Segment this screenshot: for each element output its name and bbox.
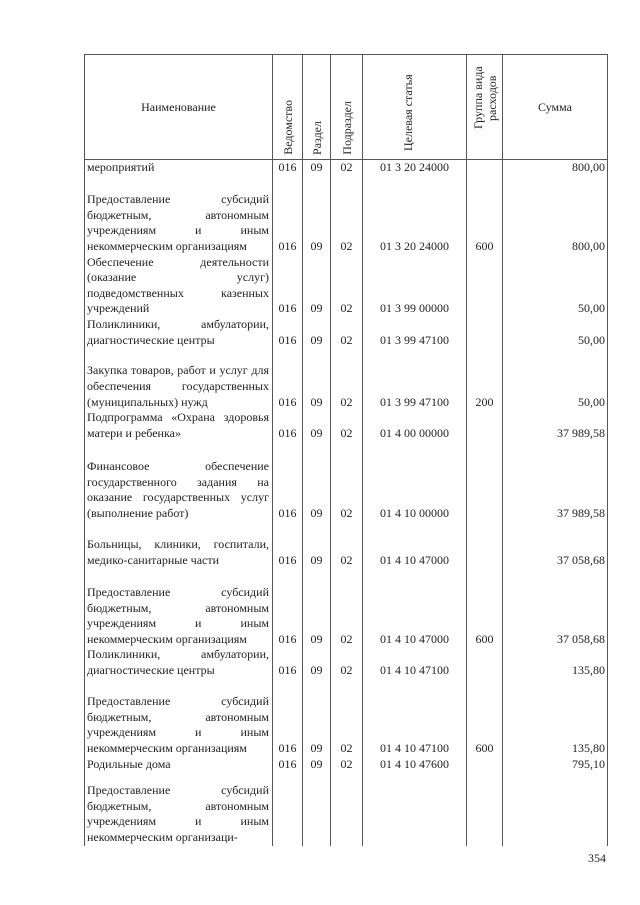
row-target-code: 01 3 99 47100 bbox=[363, 317, 467, 348]
row-ministry-code: 016 bbox=[273, 317, 303, 348]
row-section-code: 09 bbox=[303, 647, 331, 678]
row-name: Предоставление субсидий бюджетным, автономным учреждениям и иным некоммерческим организациям bbox=[85, 568, 273, 647]
row-section-code: 09 bbox=[303, 160, 331, 176]
table-header-row bbox=[85, 55, 608, 160]
row-expense-group bbox=[467, 757, 503, 773]
row-subsection-code: 02 bbox=[331, 410, 363, 441]
row-name: мероприятий bbox=[85, 160, 273, 176]
row-section-code: 09 bbox=[303, 521, 331, 568]
table-row bbox=[85, 410, 608, 441]
row-name: Родильные дома bbox=[85, 757, 273, 773]
col-header-name: Наименование bbox=[85, 55, 273, 160]
col-header-ministry: Ведомство bbox=[273, 55, 303, 160]
table-row bbox=[85, 647, 608, 678]
row-sum: 37 058,68 bbox=[503, 568, 608, 647]
row-section-code: 09 bbox=[303, 410, 331, 441]
row-name: Обеспечение деятельности (оказание услуг) подведомственных казенных учреждений bbox=[85, 255, 273, 317]
row-target-code: 01 4 10 47600 bbox=[363, 757, 467, 773]
row-sum: 795,10 bbox=[503, 757, 608, 773]
row-target-code: 01 3 20 24000 bbox=[363, 176, 467, 255]
row-sum: 800,00 bbox=[503, 176, 608, 255]
col-header-sum: Сумма bbox=[503, 55, 608, 160]
row-expense-group: 600 bbox=[467, 568, 503, 647]
row-name: Закупка товаров, работ и услуг для обеспечения государственных (муниципальных) нужд bbox=[85, 348, 273, 410]
row-target-code: 01 3 20 24000 bbox=[363, 160, 467, 176]
row-target-code: 01 4 10 47100 bbox=[363, 679, 467, 757]
table-row bbox=[85, 679, 608, 757]
row-section-code: 09 bbox=[303, 757, 331, 773]
row-expense-group bbox=[467, 521, 503, 568]
row-name: Предоставление субсидий бюджетным, автономным учреждениям и иным некоммерческим организациям bbox=[85, 679, 273, 757]
table-row bbox=[85, 568, 608, 647]
row-sum: 135,80 bbox=[503, 647, 608, 678]
row-expense-group bbox=[467, 160, 503, 176]
row-ministry-code: 016 bbox=[273, 255, 303, 317]
row-ministry-code: 016 bbox=[273, 647, 303, 678]
row-ministry-code: 016 bbox=[273, 679, 303, 757]
row-subsection-code: 02 bbox=[331, 757, 363, 773]
row-section-code bbox=[303, 773, 331, 846]
row-name: Больницы, клиники, госпитали, медико-санитарные части bbox=[85, 521, 273, 568]
row-subsection-code: 02 bbox=[331, 521, 363, 568]
row-expense-group bbox=[467, 410, 503, 441]
row-section-code: 09 bbox=[303, 348, 331, 410]
row-ministry-code: 016 bbox=[273, 441, 303, 521]
row-ministry-code: 016 bbox=[273, 348, 303, 410]
row-sum: 50,00 bbox=[503, 348, 608, 410]
row-name: Подпрограмма «Охрана здоровья матери и ребенка» bbox=[85, 410, 273, 441]
row-name: Финансовое обеспечение государственного задания на оказание государственных услуг (выполнение работ) bbox=[85, 441, 273, 521]
row-ministry-code: 016 bbox=[273, 176, 303, 255]
row-name: Предоставление субсидий бюджетным, автономным учреждениям и иным некоммерческим организаци- bbox=[85, 773, 273, 846]
budget-table bbox=[84, 54, 608, 846]
row-expense-group bbox=[467, 647, 503, 678]
table-row bbox=[85, 348, 608, 410]
row-sum bbox=[503, 773, 608, 846]
row-expense-group: 600 bbox=[467, 176, 503, 255]
row-sum: 800,00 bbox=[503, 160, 608, 176]
row-subsection-code: 02 bbox=[331, 255, 363, 317]
row-subsection-code: 02 bbox=[331, 679, 363, 757]
table-row bbox=[85, 521, 608, 568]
col-header-subsection: Подраздел bbox=[331, 55, 363, 160]
col-header-expense-group: Группа вида расходов bbox=[467, 55, 503, 160]
row-target-code: 01 3 99 00000 bbox=[363, 255, 467, 317]
row-target-code: 01 4 00 00000 bbox=[363, 410, 467, 441]
table-row bbox=[85, 773, 608, 846]
row-expense-group bbox=[467, 317, 503, 348]
table-row bbox=[85, 441, 608, 521]
row-target-code: 01 4 10 47000 bbox=[363, 521, 467, 568]
row-target-code bbox=[363, 773, 467, 846]
row-section-code: 09 bbox=[303, 176, 331, 255]
row-expense-group bbox=[467, 773, 503, 846]
row-target-code: 01 4 10 00000 bbox=[363, 441, 467, 521]
row-ministry-code: 016 bbox=[273, 160, 303, 176]
row-target-code: 01 3 99 47100 bbox=[363, 348, 467, 410]
table-row bbox=[85, 160, 608, 176]
row-sum: 135,80 bbox=[503, 679, 608, 757]
row-name: Предоставление субсидий бюджетным, автономным учреждениям и иным некоммерческим организациям bbox=[85, 176, 273, 255]
row-name: Поликлиники, амбулатории, диагностические центры bbox=[85, 647, 273, 678]
row-sum: 37 989,58 bbox=[503, 410, 608, 441]
row-subsection-code bbox=[331, 773, 363, 846]
row-expense-group: 600 bbox=[467, 679, 503, 757]
table-row bbox=[85, 176, 608, 255]
row-section-code: 09 bbox=[303, 568, 331, 647]
row-sum: 37 058,68 bbox=[503, 521, 608, 568]
row-section-code: 09 bbox=[303, 441, 331, 521]
row-name: Поликлиники, амбулатории, диагностические центры bbox=[85, 317, 273, 348]
table-row bbox=[85, 255, 608, 317]
row-subsection-code: 02 bbox=[331, 160, 363, 176]
row-subsection-code: 02 bbox=[331, 441, 363, 521]
row-ministry-code: 016 bbox=[273, 568, 303, 647]
row-section-code: 09 bbox=[303, 255, 331, 317]
row-ministry-code bbox=[273, 773, 303, 846]
row-sum: 37 989,58 bbox=[503, 441, 608, 521]
row-ministry-code: 016 bbox=[273, 521, 303, 568]
col-header-section: Раздел bbox=[303, 55, 331, 160]
row-target-code: 01 4 10 47100 bbox=[363, 647, 467, 678]
row-sum: 50,00 bbox=[503, 317, 608, 348]
row-expense-group: 200 bbox=[467, 348, 503, 410]
table-row bbox=[85, 757, 608, 773]
row-expense-group bbox=[467, 255, 503, 317]
row-subsection-code: 02 bbox=[331, 176, 363, 255]
row-section-code: 09 bbox=[303, 317, 331, 348]
col-header-target: Целевая статья bbox=[363, 55, 467, 160]
row-section-code: 09 bbox=[303, 679, 331, 757]
row-target-code: 01 4 10 47000 bbox=[363, 568, 467, 647]
row-expense-group bbox=[467, 441, 503, 521]
row-sum: 50,00 bbox=[503, 255, 608, 317]
row-subsection-code: 02 bbox=[331, 317, 363, 348]
row-ministry-code: 016 bbox=[273, 410, 303, 441]
page-number: 354 bbox=[588, 851, 606, 865]
row-subsection-code: 02 bbox=[331, 348, 363, 410]
table-row bbox=[85, 317, 608, 348]
row-subsection-code: 02 bbox=[331, 647, 363, 678]
budget-table-page bbox=[84, 54, 607, 846]
row-ministry-code: 016 bbox=[273, 757, 303, 773]
row-subsection-code: 02 bbox=[331, 568, 363, 647]
